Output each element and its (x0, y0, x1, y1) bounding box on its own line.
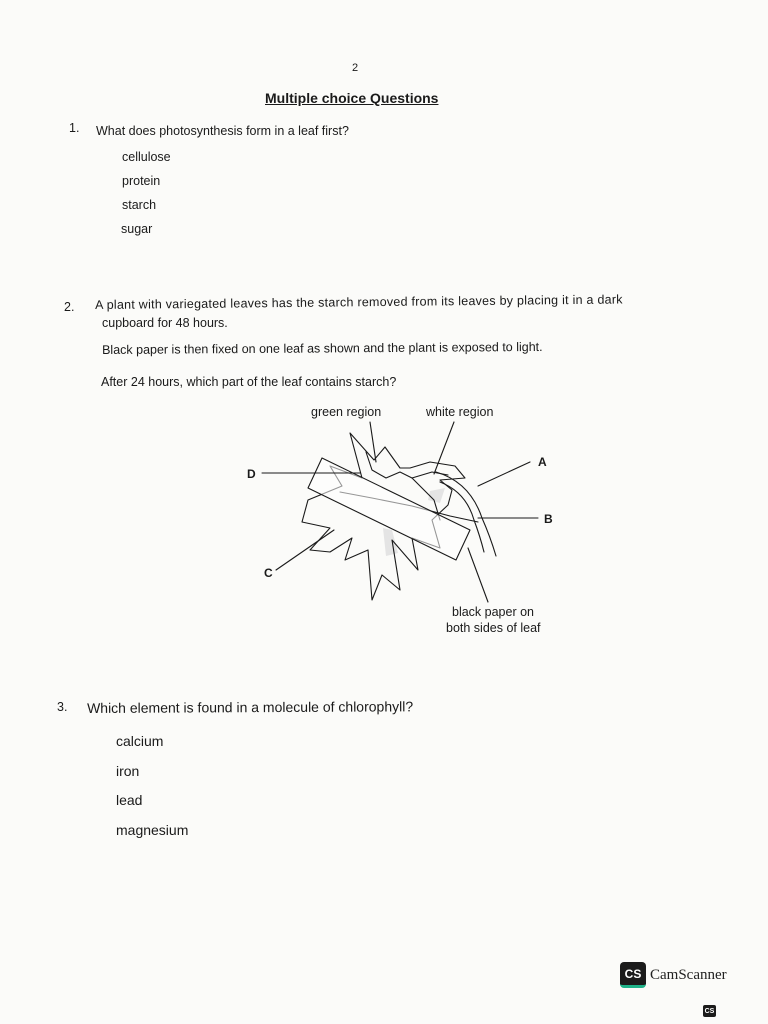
label-c: C (264, 566, 273, 580)
label-d: D (247, 467, 256, 481)
camscanner-small-logo-icon: CS (703, 1005, 716, 1017)
question-1-option-3: starch (122, 198, 157, 212)
page-number: 2 (352, 62, 359, 74)
question-3-option-1: calcium (116, 733, 164, 749)
white-region-patch (428, 488, 445, 503)
page-title: Multiple choice Questions (265, 90, 439, 106)
white-region-patch (383, 528, 398, 556)
green-region-label: green region (311, 405, 382, 419)
question-1-number: 1. (69, 121, 80, 135)
question-3-option-2: iron (116, 763, 140, 779)
white-region-label: white region (426, 405, 494, 419)
label-line-c (276, 530, 334, 570)
label-line-a (478, 462, 530, 486)
question-1-option-1: cellulose (122, 150, 171, 164)
label-a: A (538, 455, 547, 469)
camscanner-logo-icon: CS (620, 962, 646, 988)
question-2-line-3: Black paper is then fixed on one leaf as shown and the plant is exposed to light. (102, 339, 543, 357)
question-2-line-4: After 24 hours, which part of the leaf contains starch? (101, 375, 397, 389)
question-1-text: What does photosynthesis form in a leaf first? (96, 124, 349, 138)
question-1-option-2: protein (122, 174, 161, 188)
question-3-option-4: magnesium (116, 822, 189, 838)
question-3-number: 3. (57, 700, 68, 714)
question-3-text: Which element is found in a molecule of chlorophyll? (87, 698, 414, 716)
camscanner-watermark (620, 962, 727, 988)
question-2-line-1: A plant with variegated leaves has the starch removed from its leaves by placing it in a dark (95, 292, 623, 312)
label-line-white-region (434, 422, 454, 474)
black-paper-label-line-1: black paper on (452, 605, 535, 619)
label-line-black-paper (468, 548, 488, 602)
question-2-line-2: cupboard for 48 hours. (102, 316, 228, 330)
question-2-number: 2. (64, 300, 75, 314)
black-paper-label-line-2: both sides of leaf (446, 621, 541, 635)
question-1-option-4: sugar (121, 222, 153, 236)
camscanner-name: CamScanner (650, 966, 727, 983)
question-3-option-3: lead (116, 792, 143, 808)
region-boundary (366, 452, 448, 478)
label-b: B (544, 512, 553, 526)
